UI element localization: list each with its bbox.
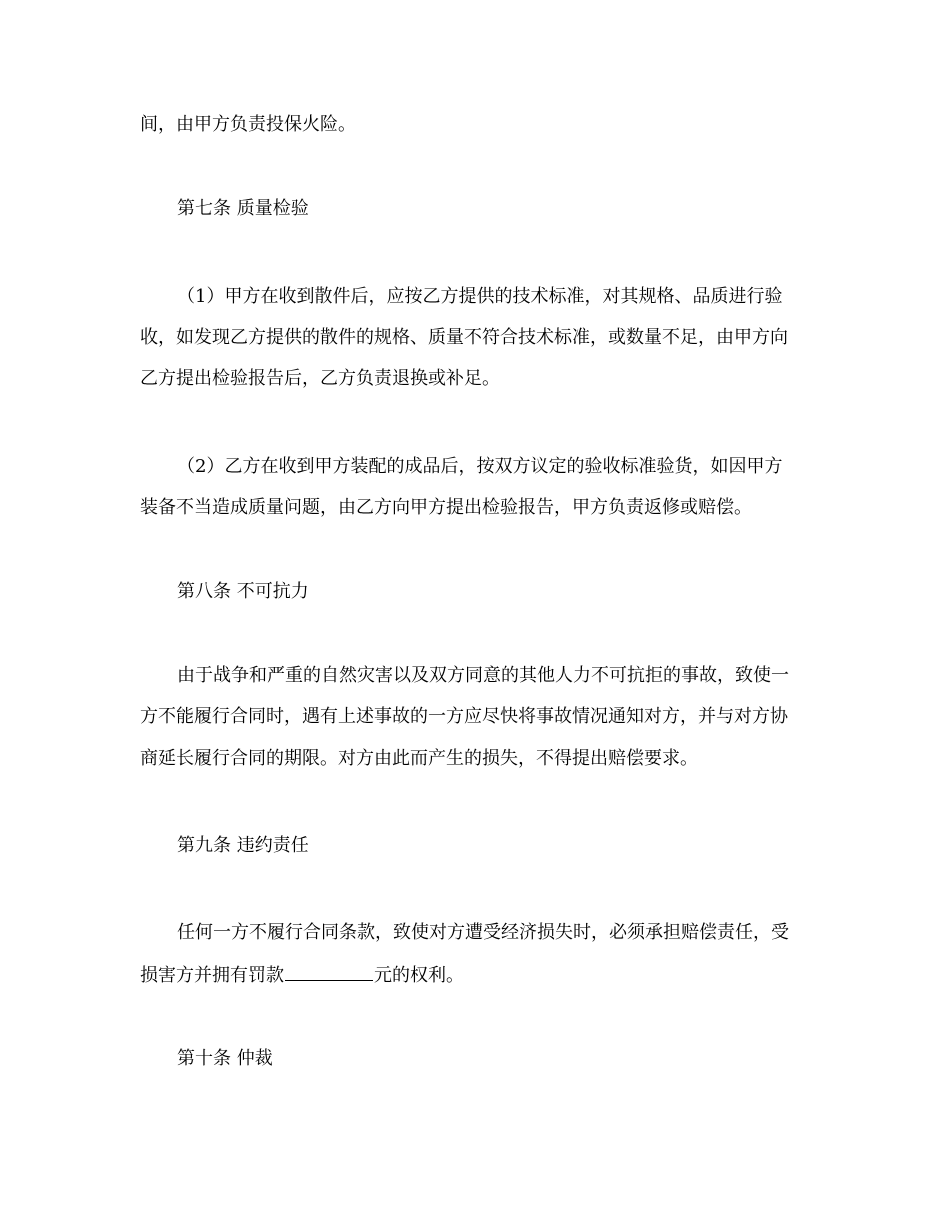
text-line: 由于战争和严重的自然灾害以及双方同意的其他人力不可抗拒的事故，致使一 xyxy=(177,665,789,686)
article-10-heading: 第十条 仲裁 xyxy=(177,1048,273,1069)
penalty-amount-blank xyxy=(285,963,373,981)
article-7-heading: 第七条 质量检验 xyxy=(177,198,309,219)
penalty-text-before: 损害方并拥有罚款 xyxy=(140,965,284,986)
text-line: 收，如发现乙方提供的散件的规格、质量不符合技术标准，或数量不足，由甲方向 xyxy=(140,327,788,348)
article-9-heading: 第九条 违约责任 xyxy=(177,835,309,856)
text-line: 间，由甲方负责投保火险。 xyxy=(140,114,356,135)
text-line: 任何一方不履行合同条款，致使对方遭受经济损失时，必须承担赔偿责任，受 xyxy=(177,922,789,943)
text-line: 商延长履行合同的期限。对方由此而产生的损失，不得提出赔偿要求。 xyxy=(140,748,698,769)
text-line: 装备不当造成质量问题，由乙方向甲方提出检验报告，甲方负责返修或赔偿。 xyxy=(140,497,752,518)
penalty-text-after: 元的权利。 xyxy=(374,965,464,986)
text-line: 乙方提出检验报告后，乙方负责退换或补足。 xyxy=(140,368,500,389)
text-line: 方不能履行合同时，遇有上述事故的一方应尽快将事故情况通知对方，并与对方协 xyxy=(140,706,788,727)
penalty-line xyxy=(140,963,464,987)
text-line: （2）乙方在收到甲方装配的成品后，按双方议定的验收标准验货，如因甲方 xyxy=(177,456,783,477)
text-line: （1）甲方在收到散件后，应按乙方提供的技术标准，对其规格、品质进行验 xyxy=(177,286,783,307)
article-8-heading: 第八条 不可抗力 xyxy=(177,581,309,602)
